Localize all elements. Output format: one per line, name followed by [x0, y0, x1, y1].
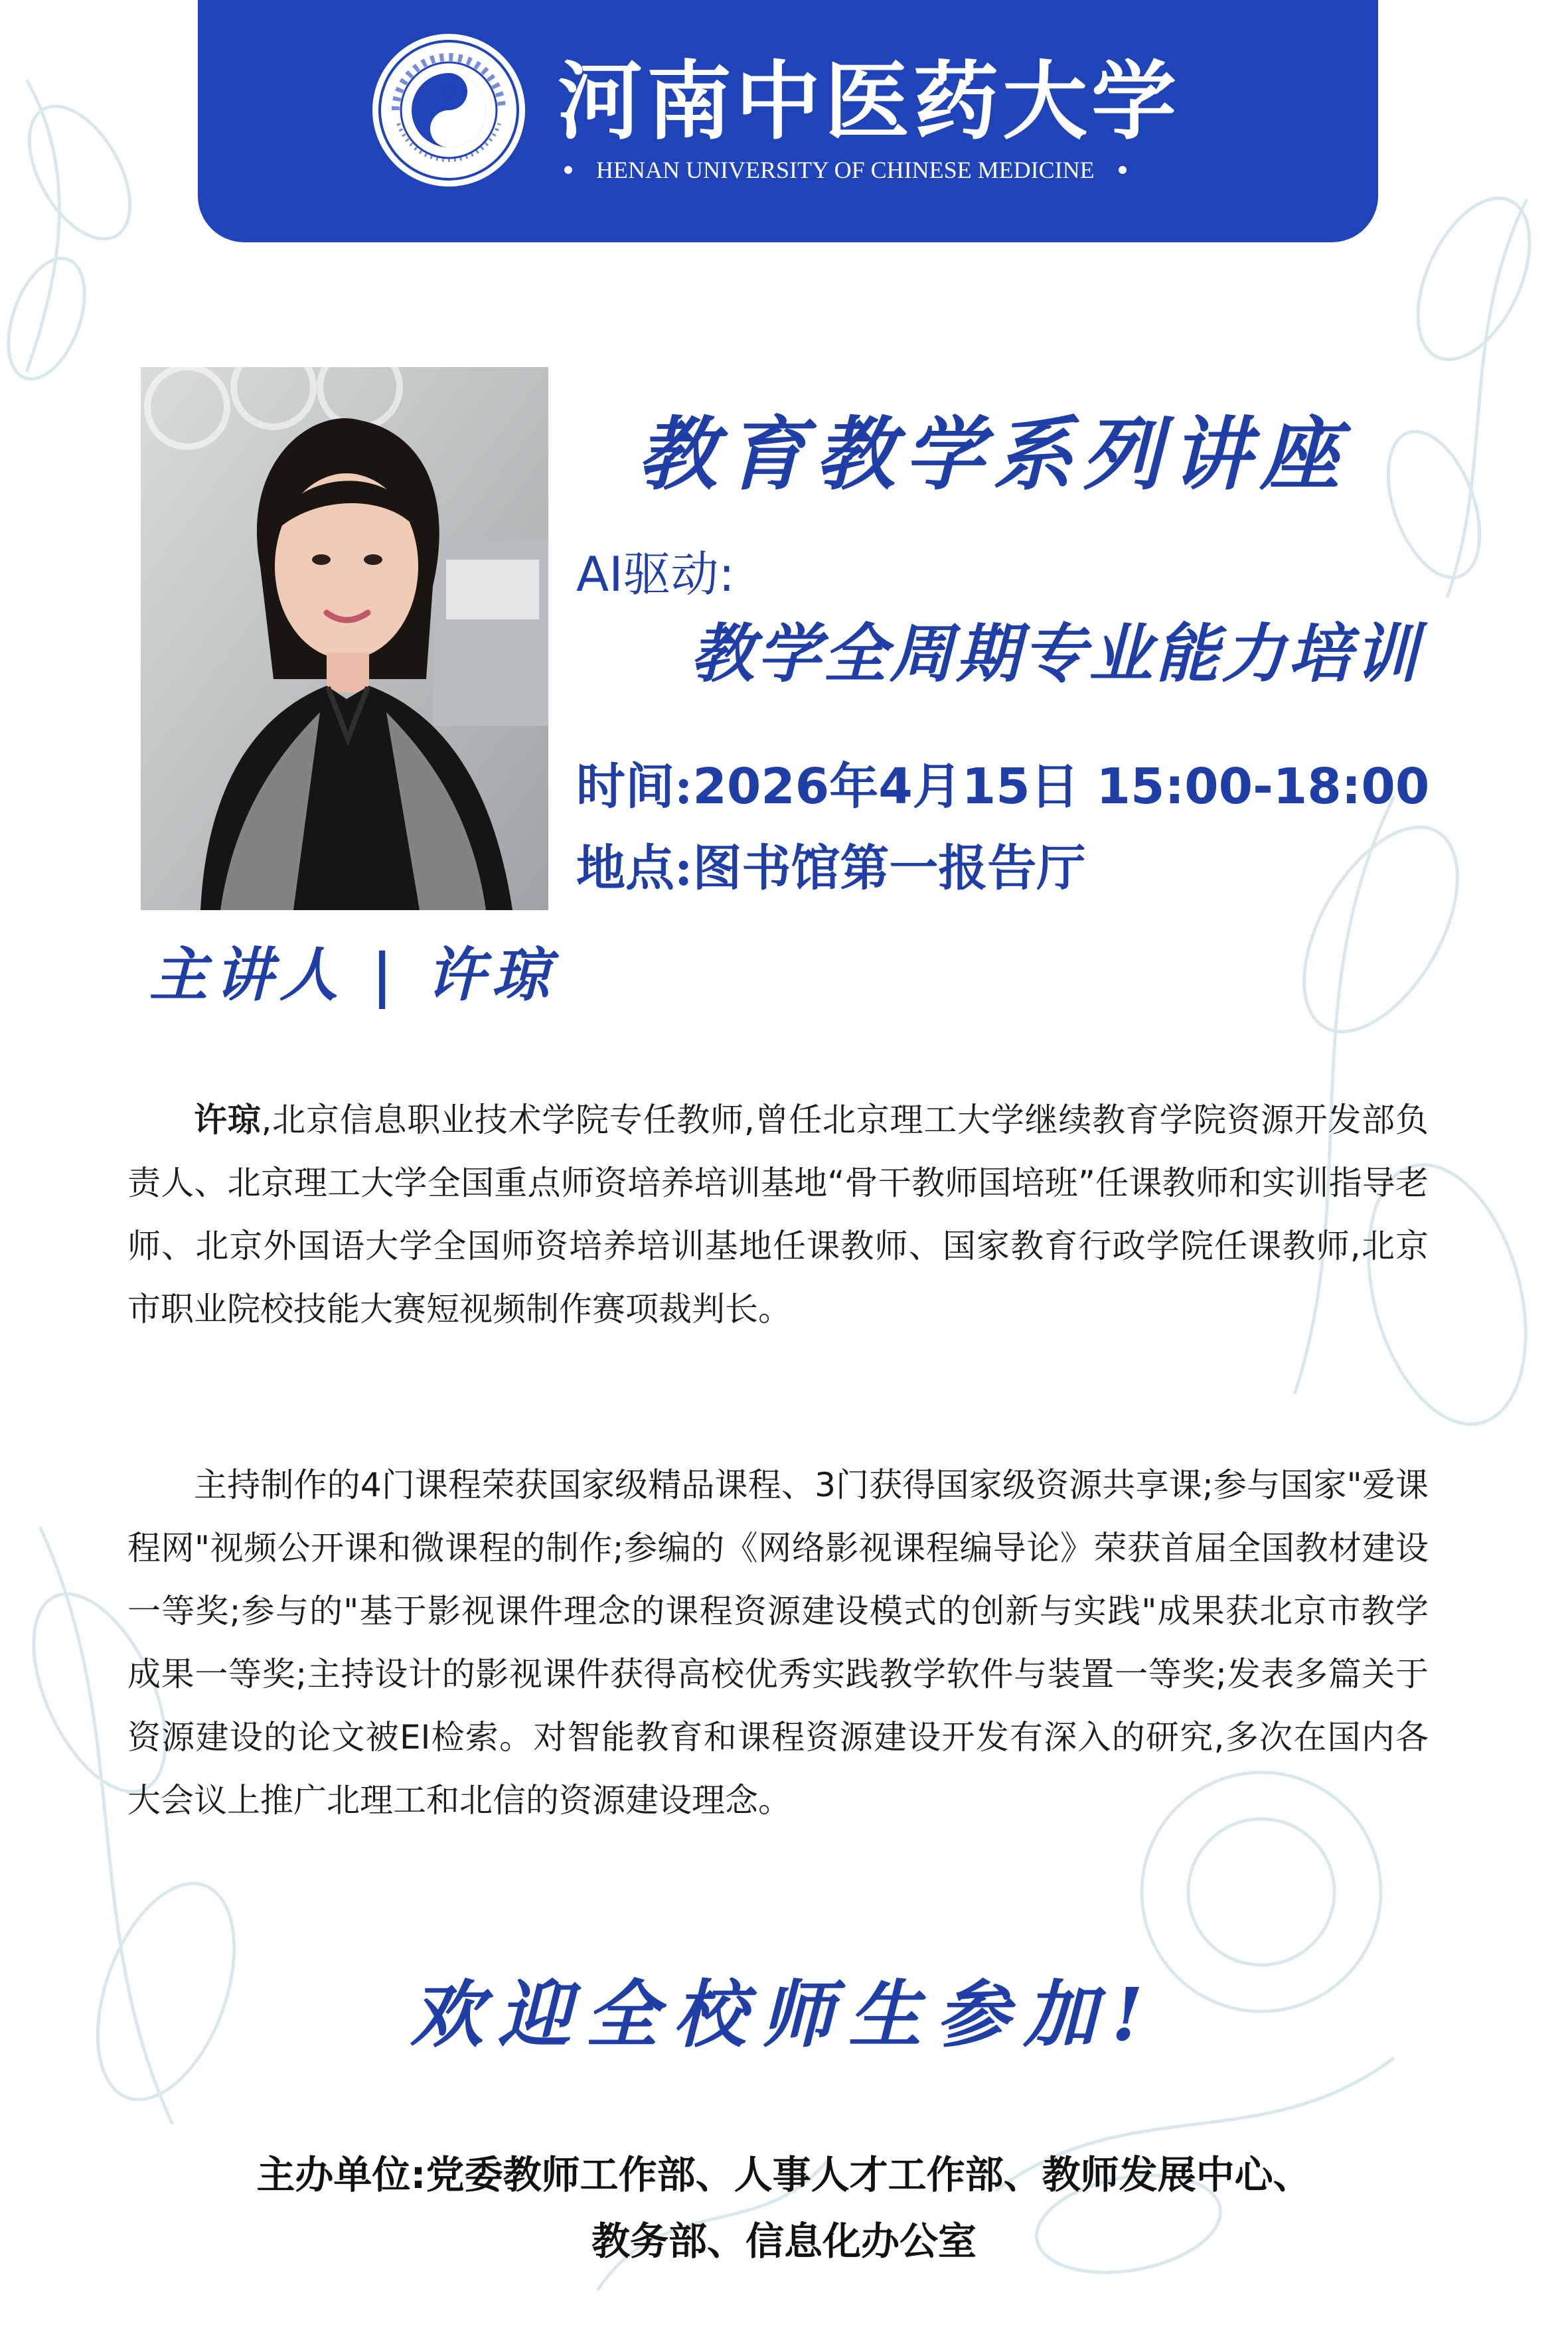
speaker-bio-paragraph-2: 主持制作的4门课程荣获国家级精品课程、3门获得国家级资源共享课;参与国家"爱课程网"视频公开课和微课程的制作;参编的《网络影视课程编导论》荣获首届全国教材建设一等奖;参与的"基于影视课件理念的课程资源建设模式的创新与实践"成果获北京市教学成果一等奖;主持设计的影视课件获得高校优秀实践教学软件与装置一等奖;发表多篇关于资源建设的论文被EI检索。对智能教育和课程资源建设开发有深入的研究,多次在国内各大会议上推广北理工和北信的资源建设理念。 [127, 1466, 1429, 1820]
time-value: 2026年4月15日 15:00-18:00 [692, 758, 1430, 815]
event-time [576, 750, 1439, 823]
event-place [576, 832, 1439, 905]
speaker-photo [141, 367, 548, 910]
organizer-line-1: 主办单位:党委教师工作部、人事人才工作部、教师发展中心、 [256, 2152, 1312, 2197]
bullet-dot-icon [564, 166, 572, 174]
university-name-en: HENAN UNIVERSITY OF CHINESE MEDICINE [596, 157, 1095, 183]
speaker-bio-paragraph-1 [127, 1089, 1429, 1341]
organizer-line-2: 教务部、信息化办公室 [591, 2219, 977, 2264]
speaker-name: 许琼 [194, 1101, 262, 1139]
speaker-bio-1-text: ,北京信息职业技术学院专任教师,曾任北京理工大学继续教育学院资源开发部负责人、北京理工大学全国重点师资培养培训基地“骨干教师国培班”任课教师和实训指导老师、北京外国语大学全国师资培养培训基地任课教师、国家教育行政学院任课教师,北京市职业院校技能大赛短视频制作赛项裁判长。 [127, 1101, 1429, 1328]
place-value: 图书馆第一报告厅 [692, 840, 1086, 897]
university-name-en-row [564, 151, 1188, 189]
lecture-title-prefix: AI驱动: [576, 546, 735, 602]
speaker-label: 主讲人 | 许琼 [149, 940, 557, 1009]
taiji-seal-icon [369, 31, 528, 190]
place-label: 地点: [576, 840, 693, 897]
lecture-series-title: 教育教学系列讲座 [637, 408, 1349, 501]
lecture-title: 教学全周期专业能力培训 [690, 616, 1421, 691]
time-label: 时间: [576, 758, 693, 815]
bullet-dot-icon [1119, 166, 1127, 174]
university-name-cn: 河南中医药大学 [558, 52, 1181, 151]
welcome-message: 欢迎全校师生参加! [410, 1972, 1158, 2057]
